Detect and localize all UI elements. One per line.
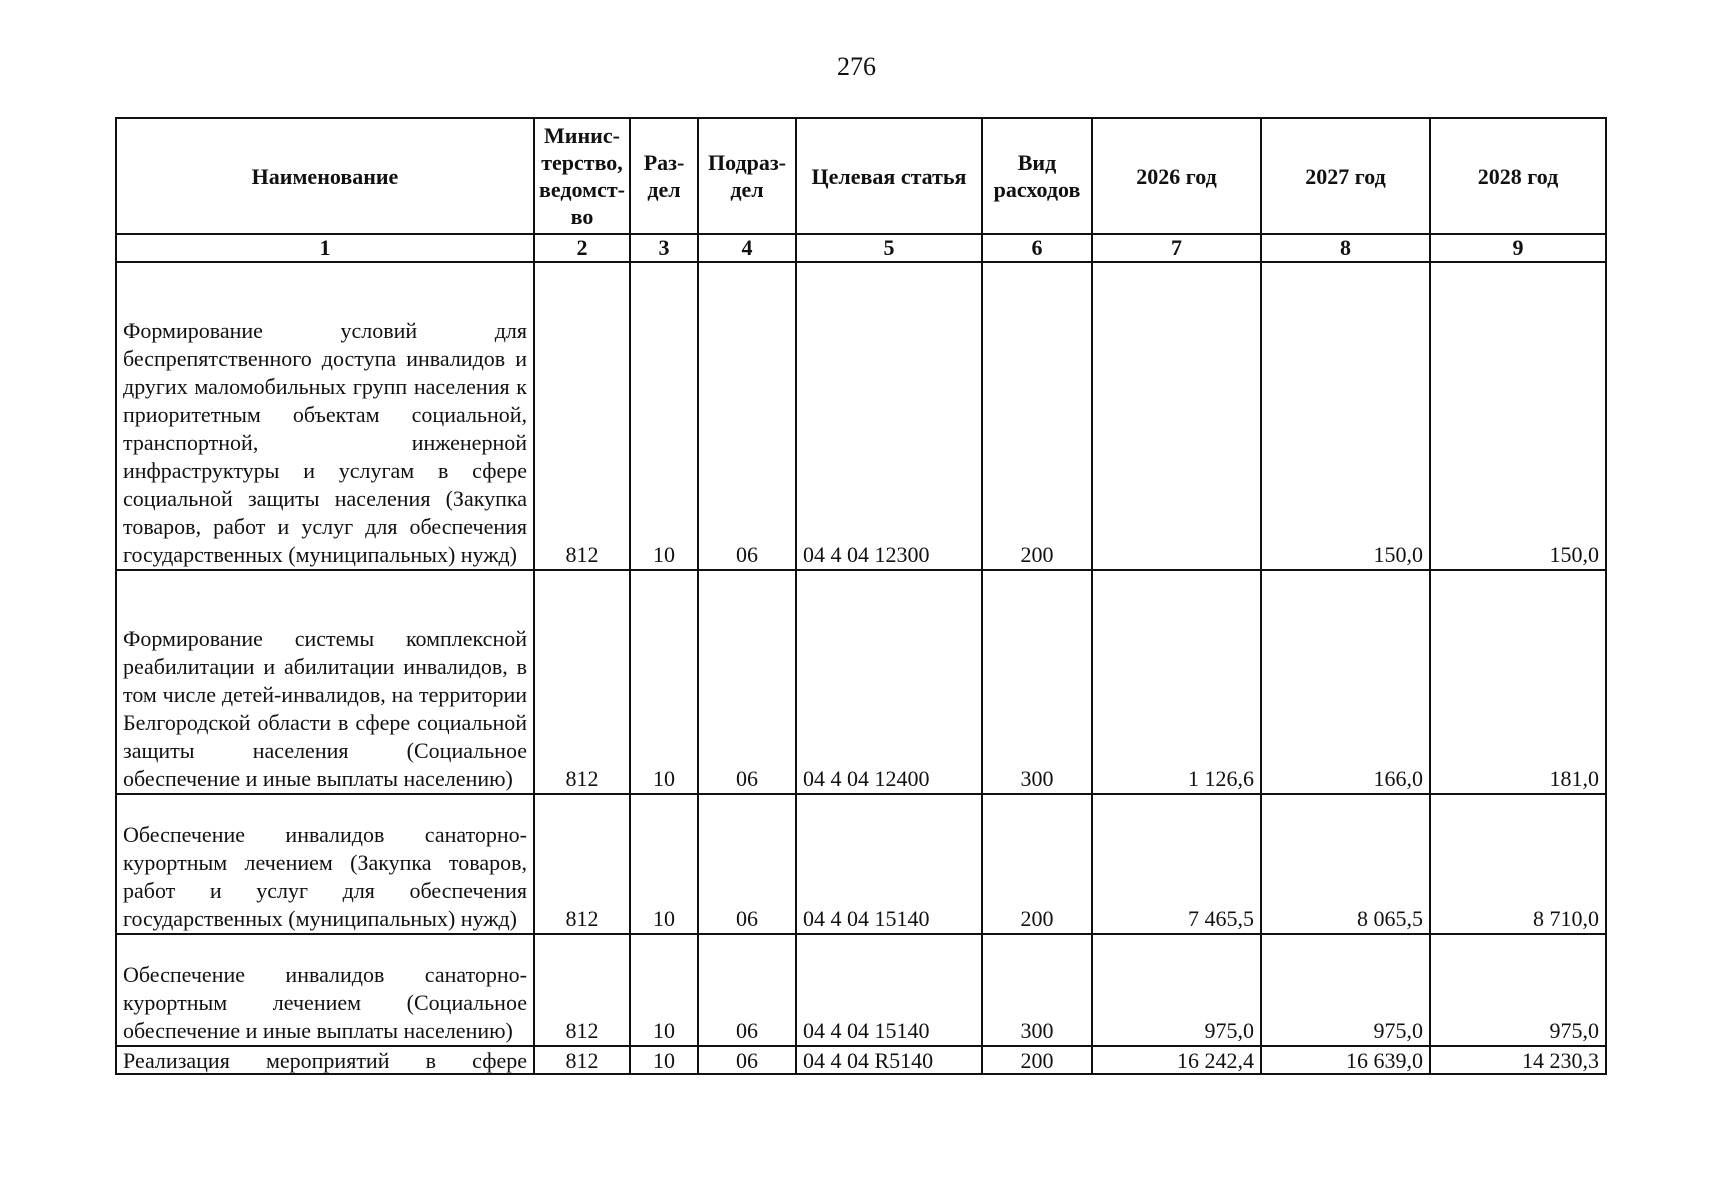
table-row (116, 934, 1606, 1046)
cell-name: Формирование системы комплексной реабилитации и абилитации инвалидов, в том числе детей-инвалидов, на территории Белгородской области в сфере социальной защиты населения (Социальное обеспечение и иные выплаты населению) (116, 570, 534, 794)
header-ministry: Минис-терство, ведомст-во (534, 118, 630, 234)
column-number: 1 (116, 234, 534, 262)
column-number-row (116, 234, 1606, 262)
cell-name: Обеспечение инвалидов санаторно-курортным лечением (Закупка товаров, работ и услуг для обеспечения государственных (муниципальных) нужд) (116, 794, 534, 934)
cell-2028: 150,0 (1430, 262, 1606, 570)
cell-subsection: 06 (698, 262, 796, 570)
header-row (116, 118, 1606, 234)
cell-2027: 150,0 (1261, 262, 1430, 570)
cell-2026: 7 465,5 (1092, 794, 1261, 934)
column-number: 4 (698, 234, 796, 262)
cell-target: 04 4 04 15140 (796, 934, 982, 1046)
cell-expense-type: 200 (982, 1046, 1092, 1074)
cell-2026 (1092, 262, 1261, 570)
cell-2028: 975,0 (1430, 934, 1606, 1046)
table-row (116, 570, 1606, 794)
cell-subsection: 06 (698, 570, 796, 794)
header-subsection: Подраз-дел (698, 118, 796, 234)
cell-target: 04 4 04 12300 (796, 262, 982, 570)
column-number: 8 (1261, 234, 1430, 262)
cell-target: 04 4 04 15140 (796, 794, 982, 934)
header-2026: 2026 год (1092, 118, 1261, 234)
column-number: 9 (1430, 234, 1606, 262)
cell-expense-type: 300 (982, 934, 1092, 1046)
cell-target: 04 4 04 R5140 (796, 1046, 982, 1074)
header-2027: 2027 год (1261, 118, 1430, 234)
cell-subsection: 06 (698, 1046, 796, 1074)
table-row (116, 794, 1606, 934)
column-number: 5 (796, 234, 982, 262)
cell-subsection: 06 (698, 794, 796, 934)
header-target: Целевая статья (796, 118, 982, 234)
cell-2026: 975,0 (1092, 934, 1261, 1046)
column-number: 2 (534, 234, 630, 262)
cell-section: 10 (630, 934, 698, 1046)
cell-target: 04 4 04 12400 (796, 570, 982, 794)
page-number: 276 (837, 52, 876, 81)
cell-ministry: 812 (534, 262, 630, 570)
cell-expense-type: 200 (982, 262, 1092, 570)
table-row (116, 262, 1606, 570)
cell-ministry: 812 (534, 794, 630, 934)
cell-section: 10 (630, 570, 698, 794)
column-number: 7 (1092, 234, 1261, 262)
cell-name: Обеспечение инвалидов санаторно-курортным лечением (Социальное обеспечение и иные выплаты населению) (116, 934, 534, 1046)
cell-name: Формирование условий для беспрепятственного доступа инвалидов и других маломобильных групп населения к приоритетным объектам социальной, транспортной, инженерной инфраструктуры и услугам в сфере социальной защиты населения (Закупка товаров, работ и услуг для обеспечения государственных (муниципальных) нужд) (116, 262, 534, 570)
cell-section: 10 (630, 1046, 698, 1074)
table-row (116, 1046, 1606, 1074)
cell-2026: 1 126,6 (1092, 570, 1261, 794)
header-section: Раз-дел (630, 118, 698, 234)
cell-2027: 975,0 (1261, 934, 1430, 1046)
cell-2026: 16 242,4 (1092, 1046, 1261, 1074)
cell-2027: 166,0 (1261, 570, 1430, 794)
cell-ministry: 812 (534, 1046, 630, 1074)
header-expense-type: Вид расходов (982, 118, 1092, 234)
cell-2028: 8 710,0 (1430, 794, 1606, 934)
cell-2027: 16 639,0 (1261, 1046, 1430, 1074)
cell-ministry: 812 (534, 934, 630, 1046)
cell-name: Реализация мероприятий в сфере (116, 1046, 534, 1074)
cell-2028: 181,0 (1430, 570, 1606, 794)
column-number: 6 (982, 234, 1092, 262)
header-2028: 2028 год (1430, 118, 1606, 234)
cell-expense-type: 200 (982, 794, 1092, 934)
header-name: Наименование (116, 118, 534, 234)
budget-table (115, 117, 1607, 1075)
cell-subsection: 06 (698, 934, 796, 1046)
cell-section: 10 (630, 262, 698, 570)
cell-2028: 14 230,3 (1430, 1046, 1606, 1074)
column-number: 3 (630, 234, 698, 262)
cell-2027: 8 065,5 (1261, 794, 1430, 934)
cell-section: 10 (630, 794, 698, 934)
cell-ministry: 812 (534, 570, 630, 794)
cell-expense-type: 300 (982, 570, 1092, 794)
